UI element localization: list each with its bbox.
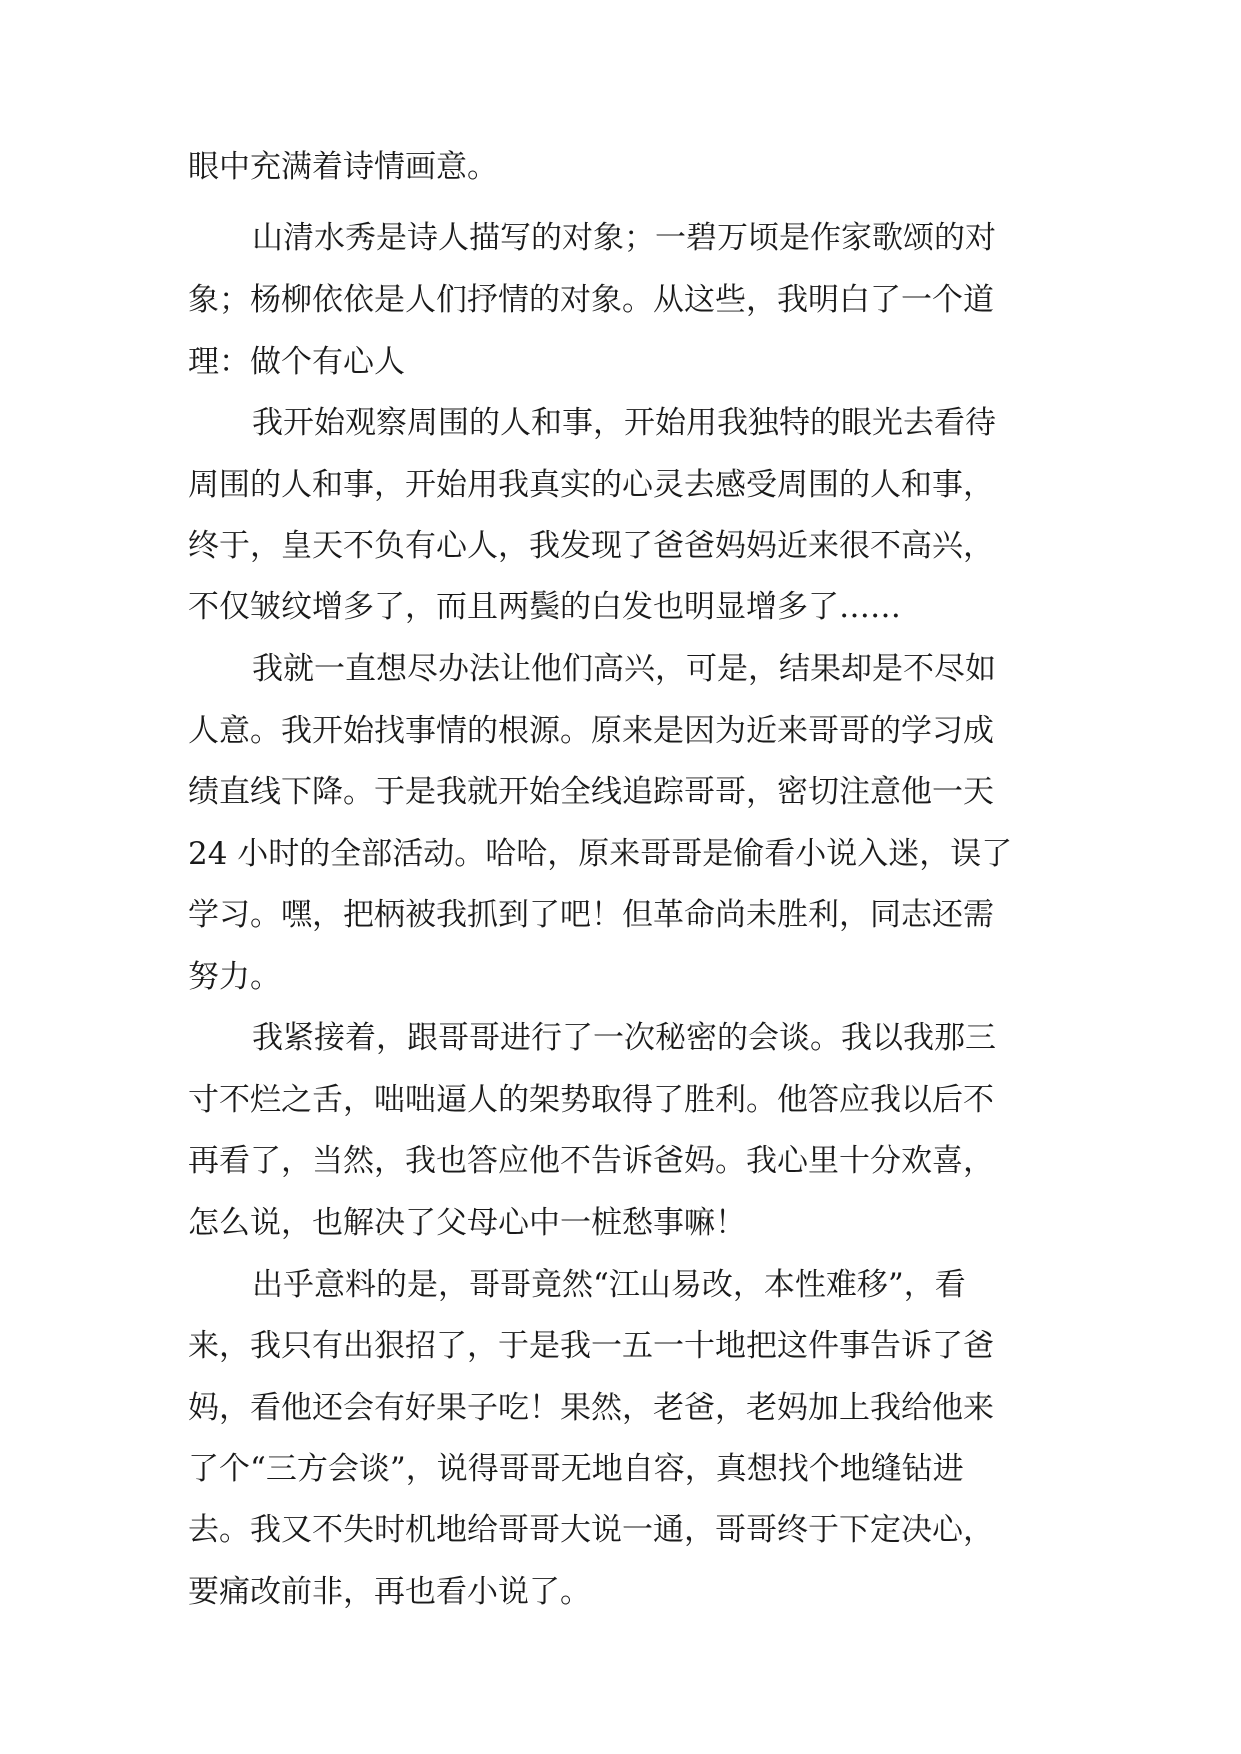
text-line: 人意。我开始找事情的根源。原来是因为近来哥哥的学习成 (188, 713, 994, 749)
text-line: 象；杨柳依依是人们抒情的对象。从这些，我明白了一个道 (188, 282, 994, 318)
text-line: 去。我又不失时机地给哥哥大说一通，哥哥终于下定决心， (188, 1512, 994, 1548)
text-line: 学习。嘿，把柄被我抓到了吧！但革命尚未胜利，同志还需 (188, 897, 994, 933)
text-line: 绩直线下降。于是我就开始全线追踪哥哥，密切注意他一天 (188, 774, 994, 810)
text-line: 努力。 (188, 959, 281, 995)
paragraph-first-line: 山清水秀是诗人描写的对象；一碧万顷是作家歌颂的对 (252, 220, 996, 256)
text-line: 不仅皱纹增多了，而且两鬓的白发也明显增多了…… (188, 589, 901, 625)
text-line: 终于，皇天不负有心人，我发现了爸爸妈妈近来很不高兴， (188, 528, 994, 564)
text-line: 怎么说，也解决了父母心中一桩愁事嘛！ (188, 1205, 746, 1241)
paragraph-first-line: 我就一直想尽办法让他们高兴，可是，结果却是不尽如 (252, 651, 996, 687)
text-line: 来，我只有出狠招了，于是我一五一十地把这件事告诉了爸 (188, 1328, 994, 1364)
text-line: 周围的人和事，开始用我真实的心灵去感受周围的人和事， (188, 467, 994, 503)
text-line: 寸不烂之舌，咄咄逼人的架势取得了胜利。他答应我以后不 (188, 1082, 994, 1118)
text-line: 要痛改前非，再也看小说了。 (188, 1574, 591, 1610)
paragraph-first-line: 出乎意料的是，哥哥竟然“江山易改，本性难移”，看 (252, 1267, 966, 1303)
paragraph-first-line: 我紧接着，跟哥哥进行了一次秘密的会谈。我以我那三 (252, 1020, 996, 1056)
text-line: 妈，看他还会有好果子吃！果然，老爸，老妈加上我给他来 (188, 1390, 994, 1426)
text-line: 再看了，当然，我也答应他不告诉爸妈。我心里十分欢喜， (188, 1143, 994, 1179)
text-line: 了个“三方会谈”，说得哥哥无地自容，真想找个地缝钻进 (188, 1451, 964, 1487)
paragraph-first-line: 我开始观察周围的人和事，开始用我独特的眼光去看待 (252, 405, 996, 441)
text-line: 24 小时的全部活动。哈哈，原来哥哥是偷看小说入迷，误了 (188, 836, 1013, 872)
text-line: 理：做个有心人 (188, 344, 405, 380)
text-line: 眼中充满着诗情画意。 (188, 149, 498, 185)
